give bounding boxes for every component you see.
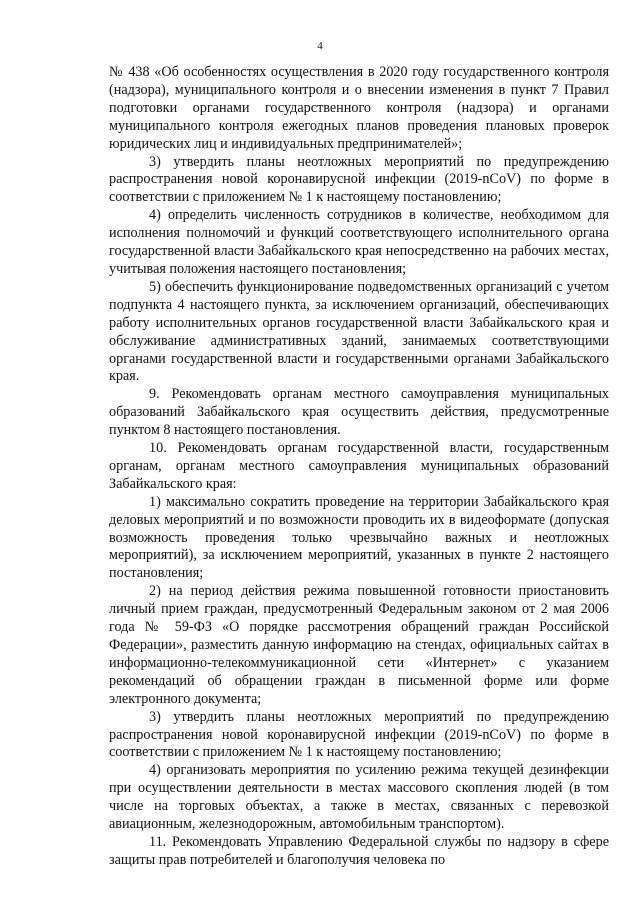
paragraph-10-3-approve-plans: 3) утвердить планы неотложных мероприятий по предупреждению распространения новой коронавирусной инфекции (2019-nCoV) по форме в соответствии с приложением № 1 к настоящему постановлению; xyxy=(109,708,609,761)
paragraph-8-3-approve-plans: 3) утвердить планы неотложных мероприятий по предупреждению распространения новой коронавирусной инфекции (2019-nCoV) по форме в соответствии с приложением № 1 к настоящему постановлению; xyxy=(109,153,609,206)
document-body xyxy=(109,64,609,870)
paragraph-11-recommend-rospotrebnadzor: 11. Рекомендовать Управлению Федеральной службы по надзору в сфере защиты прав потребителей и благополучия человека по xyxy=(109,833,609,868)
paragraph-10-4-disinfection: 4) организовать мероприятия по усилению режима текущей дезинфекции при осуществлении деятельности в местах массового скопления людей (в том числе на торговых объектах, а также в местах, связанных с перевозкой авиационным, железнодорожным, автомобильным транспортом). xyxy=(109,762,609,833)
paragraph-10-2-suspend-reception: 2) на период действия режима повышенной готовности приостановить личный прием граждан, предусмотренный Федеральным законом от 2 мая 2006 года № 59-ФЗ «О порядке рассмотрения обращений граждан Российской Федерации», разместить данную информацию на стендах, официальных сайтах в информационно-телекоммуникационной сети «Интернет» с указанием рекомендаций об обращении граждан в письменной форме или форме электронного документа; xyxy=(109,583,609,707)
page-number: 4 xyxy=(317,40,323,52)
paragraph-8-5-subordinate-organizations: 5) обеспечить функционирование подведомственных организаций с учетом подпункта 4 настоящего пункта, за исключением организаций, обеспечивающих работу исполнительных органов государственной власти Забайкальского края и обслуживание административных зданий, занимаемых соответствующими органами государственной власти и государственными органами Забайкальского края. xyxy=(109,278,609,385)
paragraph-continuation-law-438: № 438 «Об особенностях осуществления в 2020 году государственного контроля (надзора), муниципального контроля и о внесении изменения в пункт 7 Правил подготовки органами государственного контроля (надзора) и органами муниципального контроля ежегодных планов проведения плановых проверок юридических лиц и индивидуальных предпринимателей»; xyxy=(109,64,609,152)
paragraph-10-1-reduce-events: 1) максимально сократить проведение на территории Забайкальского края деловых мероприятий и по возможности проводить их в видеоформате (допуская возможность проведения только чрезвычайно важных и неотложных мероприятий), за исключением мероприятий, указанных в пункте 2 настоящего постановления; xyxy=(109,493,609,582)
paragraph-10-recommend-authorities: 10. Рекомендовать органам государственной власти, государственным органам, органам местного самоуправления муниципальных образований Забайкальского края: xyxy=(109,440,609,492)
paragraph-8-4-staff-number: 4) определить численность сотрудников в количестве, необходимом для исполнения полномочий и функций соответствующего исполнительного органа государственной власти Забайкальского края непосредственно на рабочих местах, учитывая положения настоящего постановления; xyxy=(109,207,609,277)
paragraph-9-local-government: 9. Рекомендовать органам местного самоуправления муниципальных образований Забайкальского края осуществить действия, предусмотренные пунктом 8 настоящего постановления. xyxy=(109,386,609,439)
